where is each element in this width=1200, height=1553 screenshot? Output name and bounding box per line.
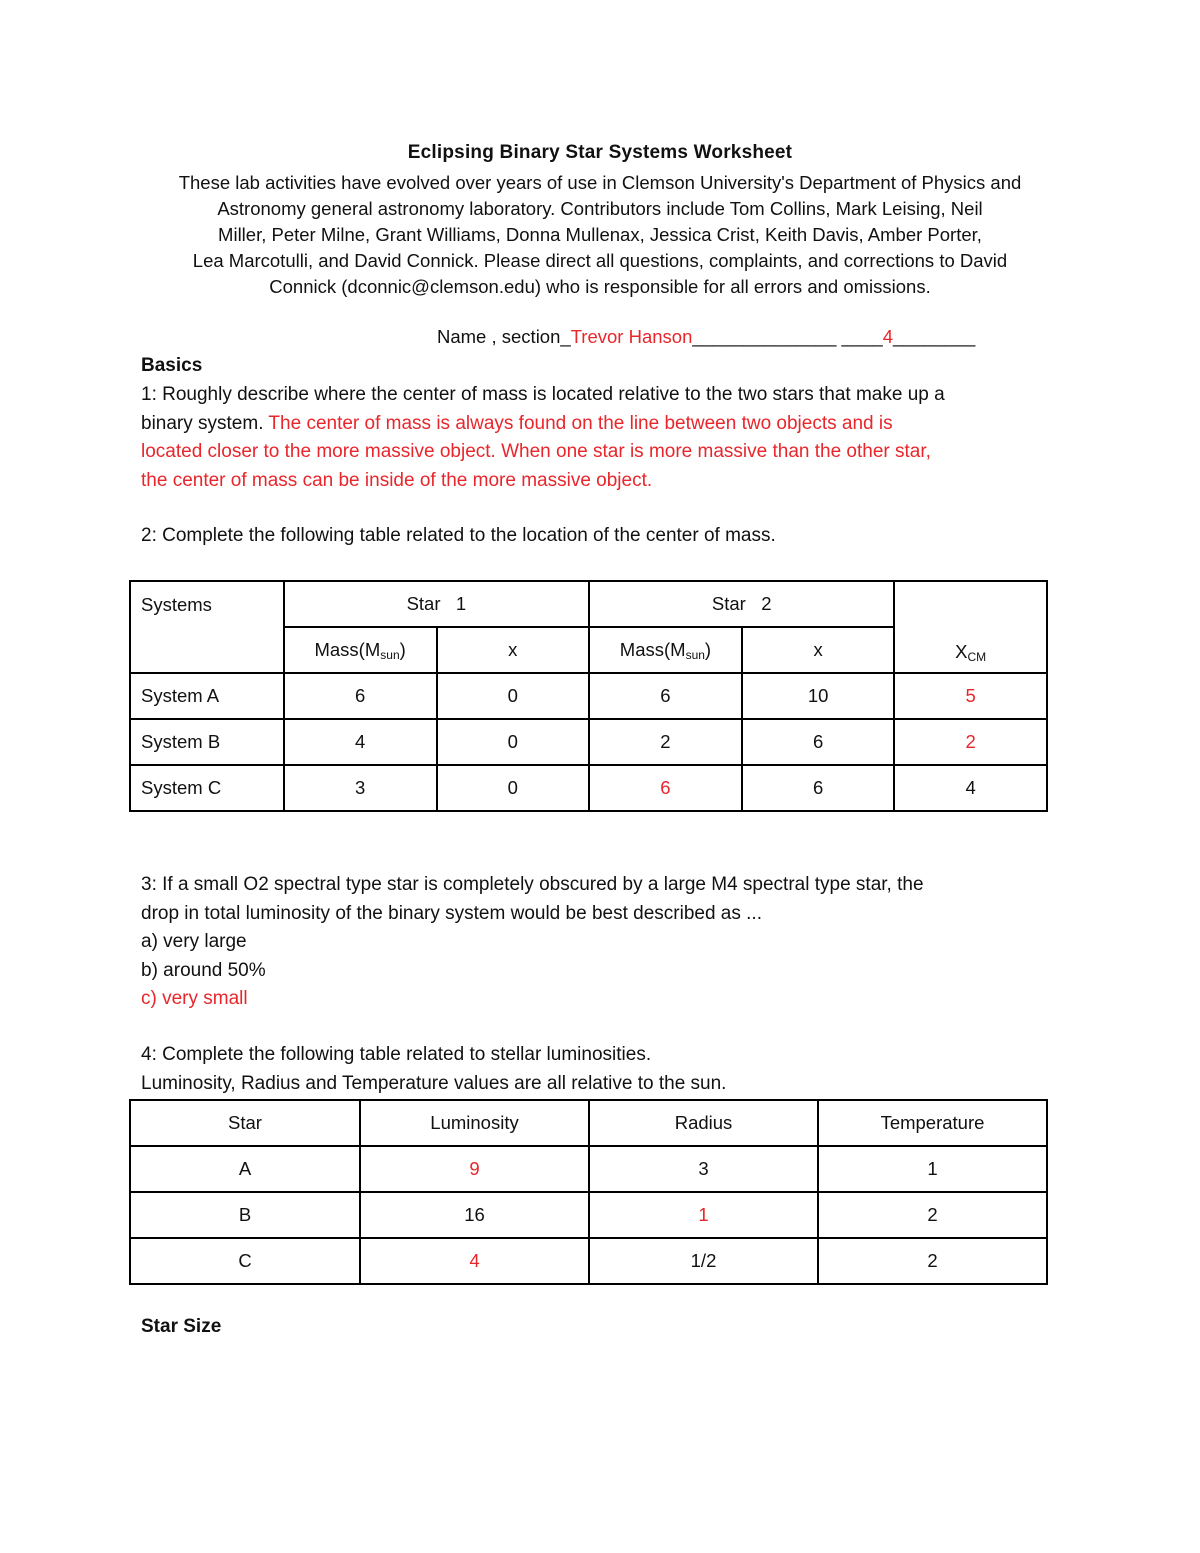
mass-1: 6: [284, 673, 437, 719]
q1-answer: located closer to the more massive object. When one star is more massive than the other star,: [141, 441, 931, 462]
q3-option-a: a) very large: [141, 931, 247, 952]
q3-prompt-cont: drop in total luminosity of the binary system would be best described as ...: [141, 902, 762, 924]
section-heading-star-size: Star Size: [141, 1316, 222, 1337]
student-name: Trevor Hanson: [570, 326, 693, 347]
x-2: 10: [742, 673, 895, 719]
header-mass-1: $Mass(M_{sun})$: [284, 627, 437, 673]
header-x-1: x: [437, 627, 590, 673]
xcm-subscript: CM: [967, 650, 987, 664]
question-2: [141, 522, 1071, 551]
luminosity-value: 16: [360, 1192, 589, 1238]
q4-prompt: 4: Complete the following table related to stellar luminosities.: [141, 1044, 652, 1065]
header-star-2: Star 2: [589, 581, 894, 627]
header-x-2: x: [742, 627, 895, 673]
mass-1: 3: [284, 765, 437, 811]
star-label: C: [130, 1238, 360, 1284]
table-header-row: [130, 1100, 1047, 1146]
radius-value: 1: [589, 1192, 818, 1238]
xcm-symbol: X: [955, 641, 968, 662]
xcm-value: 4: [894, 765, 1047, 811]
system-name: System C: [130, 765, 284, 811]
radius-value: 3: [589, 1146, 818, 1192]
mass-1: 4: [284, 719, 437, 765]
mass-2: 6: [589, 765, 742, 811]
header-mass-2: $Mass(M_{sun})$: [589, 627, 742, 673]
x-2: 6: [742, 719, 895, 765]
intro-line: Miller, Peter Milne, Grant Williams, Donna Mullenax, Jessica Crist, Keith Davis, Amber Porter,: [218, 224, 982, 245]
q1-prompt-cont: binary system.: [141, 412, 269, 434]
header-star-1: Star 1: [284, 581, 589, 627]
intro-line: These lab activities have evolved over years of use in Clemson University's Department of Physics and: [178, 172, 1022, 193]
table-row: [130, 673, 1047, 719]
luminosity-value: 9: [360, 1146, 589, 1192]
x-1: 0: [437, 673, 590, 719]
header-xcm: [894, 581, 1047, 673]
mass-2: 2: [589, 719, 742, 765]
table-row: [130, 719, 1047, 765]
header-radius: Radius: [589, 1100, 818, 1146]
question-4: [141, 1041, 1071, 1098]
header-star: Star: [130, 1100, 360, 1146]
temperature-value: 2: [818, 1238, 1047, 1284]
center-of-mass-table: [129, 580, 1048, 812]
luminosity-value: 4: [360, 1238, 589, 1284]
page-title: Eclipsing Binary Star Systems Worksheet: [407, 142, 793, 163]
q1-prompt: 1: Roughly describe where the center of mass is located relative to the two stars that make up a: [141, 384, 945, 405]
q3-option-c: c) very small: [141, 988, 248, 1009]
q3-option-b: b) around 50%: [141, 959, 266, 981]
name-blank: ______________ ____: [692, 326, 883, 347]
name-section-line: [437, 326, 975, 348]
header-luminosity: Luminosity: [360, 1100, 589, 1146]
section-blank: ________: [893, 326, 976, 347]
header-systems: Systems: [130, 581, 284, 673]
xcm-value: 5: [894, 673, 1047, 719]
section-heading-basics: Basics: [141, 355, 203, 376]
table-row: [130, 1192, 1047, 1238]
mass-2: 6: [589, 673, 742, 719]
luminosity-table: [129, 1099, 1048, 1285]
q4-prompt-cont: Luminosity, Radius and Temperature values are all relative to the sun.: [141, 1072, 727, 1094]
name-label: Name , section_: [437, 326, 571, 347]
question-1: [141, 381, 1071, 495]
intro-line: Connick (dconnic@clemson.edu) who is responsible for all errors and omissions.: [269, 276, 931, 297]
x-2: 6: [742, 765, 895, 811]
q2-prompt: 2: Complete the following table related to the location of the center of mass.: [141, 525, 776, 546]
intro-line: Lea Marcotulli, and David Connick. Please direct all questions, complaints, and corrections to David: [192, 250, 1008, 271]
q1-answer: The center of mass is always found on the line between two objects and is: [268, 412, 893, 434]
x-1: 0: [437, 719, 590, 765]
intro-line: Astronomy general astronomy laboratory. Contributors include Tom Collins, Mark Leising, Neil: [217, 198, 983, 219]
section-number: 4: [882, 326, 893, 347]
table-row: [130, 1146, 1047, 1192]
table-row: [130, 765, 1047, 811]
temperature-value: 1: [818, 1146, 1047, 1192]
header-temperature: Temperature: [818, 1100, 1047, 1146]
star-label: A: [130, 1146, 360, 1192]
xcm-value: 2: [894, 719, 1047, 765]
intro-paragraph: [150, 170, 1050, 300]
system-name: System A: [130, 673, 284, 719]
q1-answer: the center of mass can be inside of the more massive object.: [141, 469, 653, 491]
system-name: System B: [130, 719, 284, 765]
table-row: [130, 1238, 1047, 1284]
question-3: [141, 871, 1071, 1014]
radius-value: 1/2: [589, 1238, 818, 1284]
temperature-value: 2: [818, 1192, 1047, 1238]
star-label: B: [130, 1192, 360, 1238]
q3-prompt: 3: If a small O2 spectral type star is completely obscured by a large M4 spectral type star, the: [141, 874, 924, 895]
x-1: 0: [437, 765, 590, 811]
